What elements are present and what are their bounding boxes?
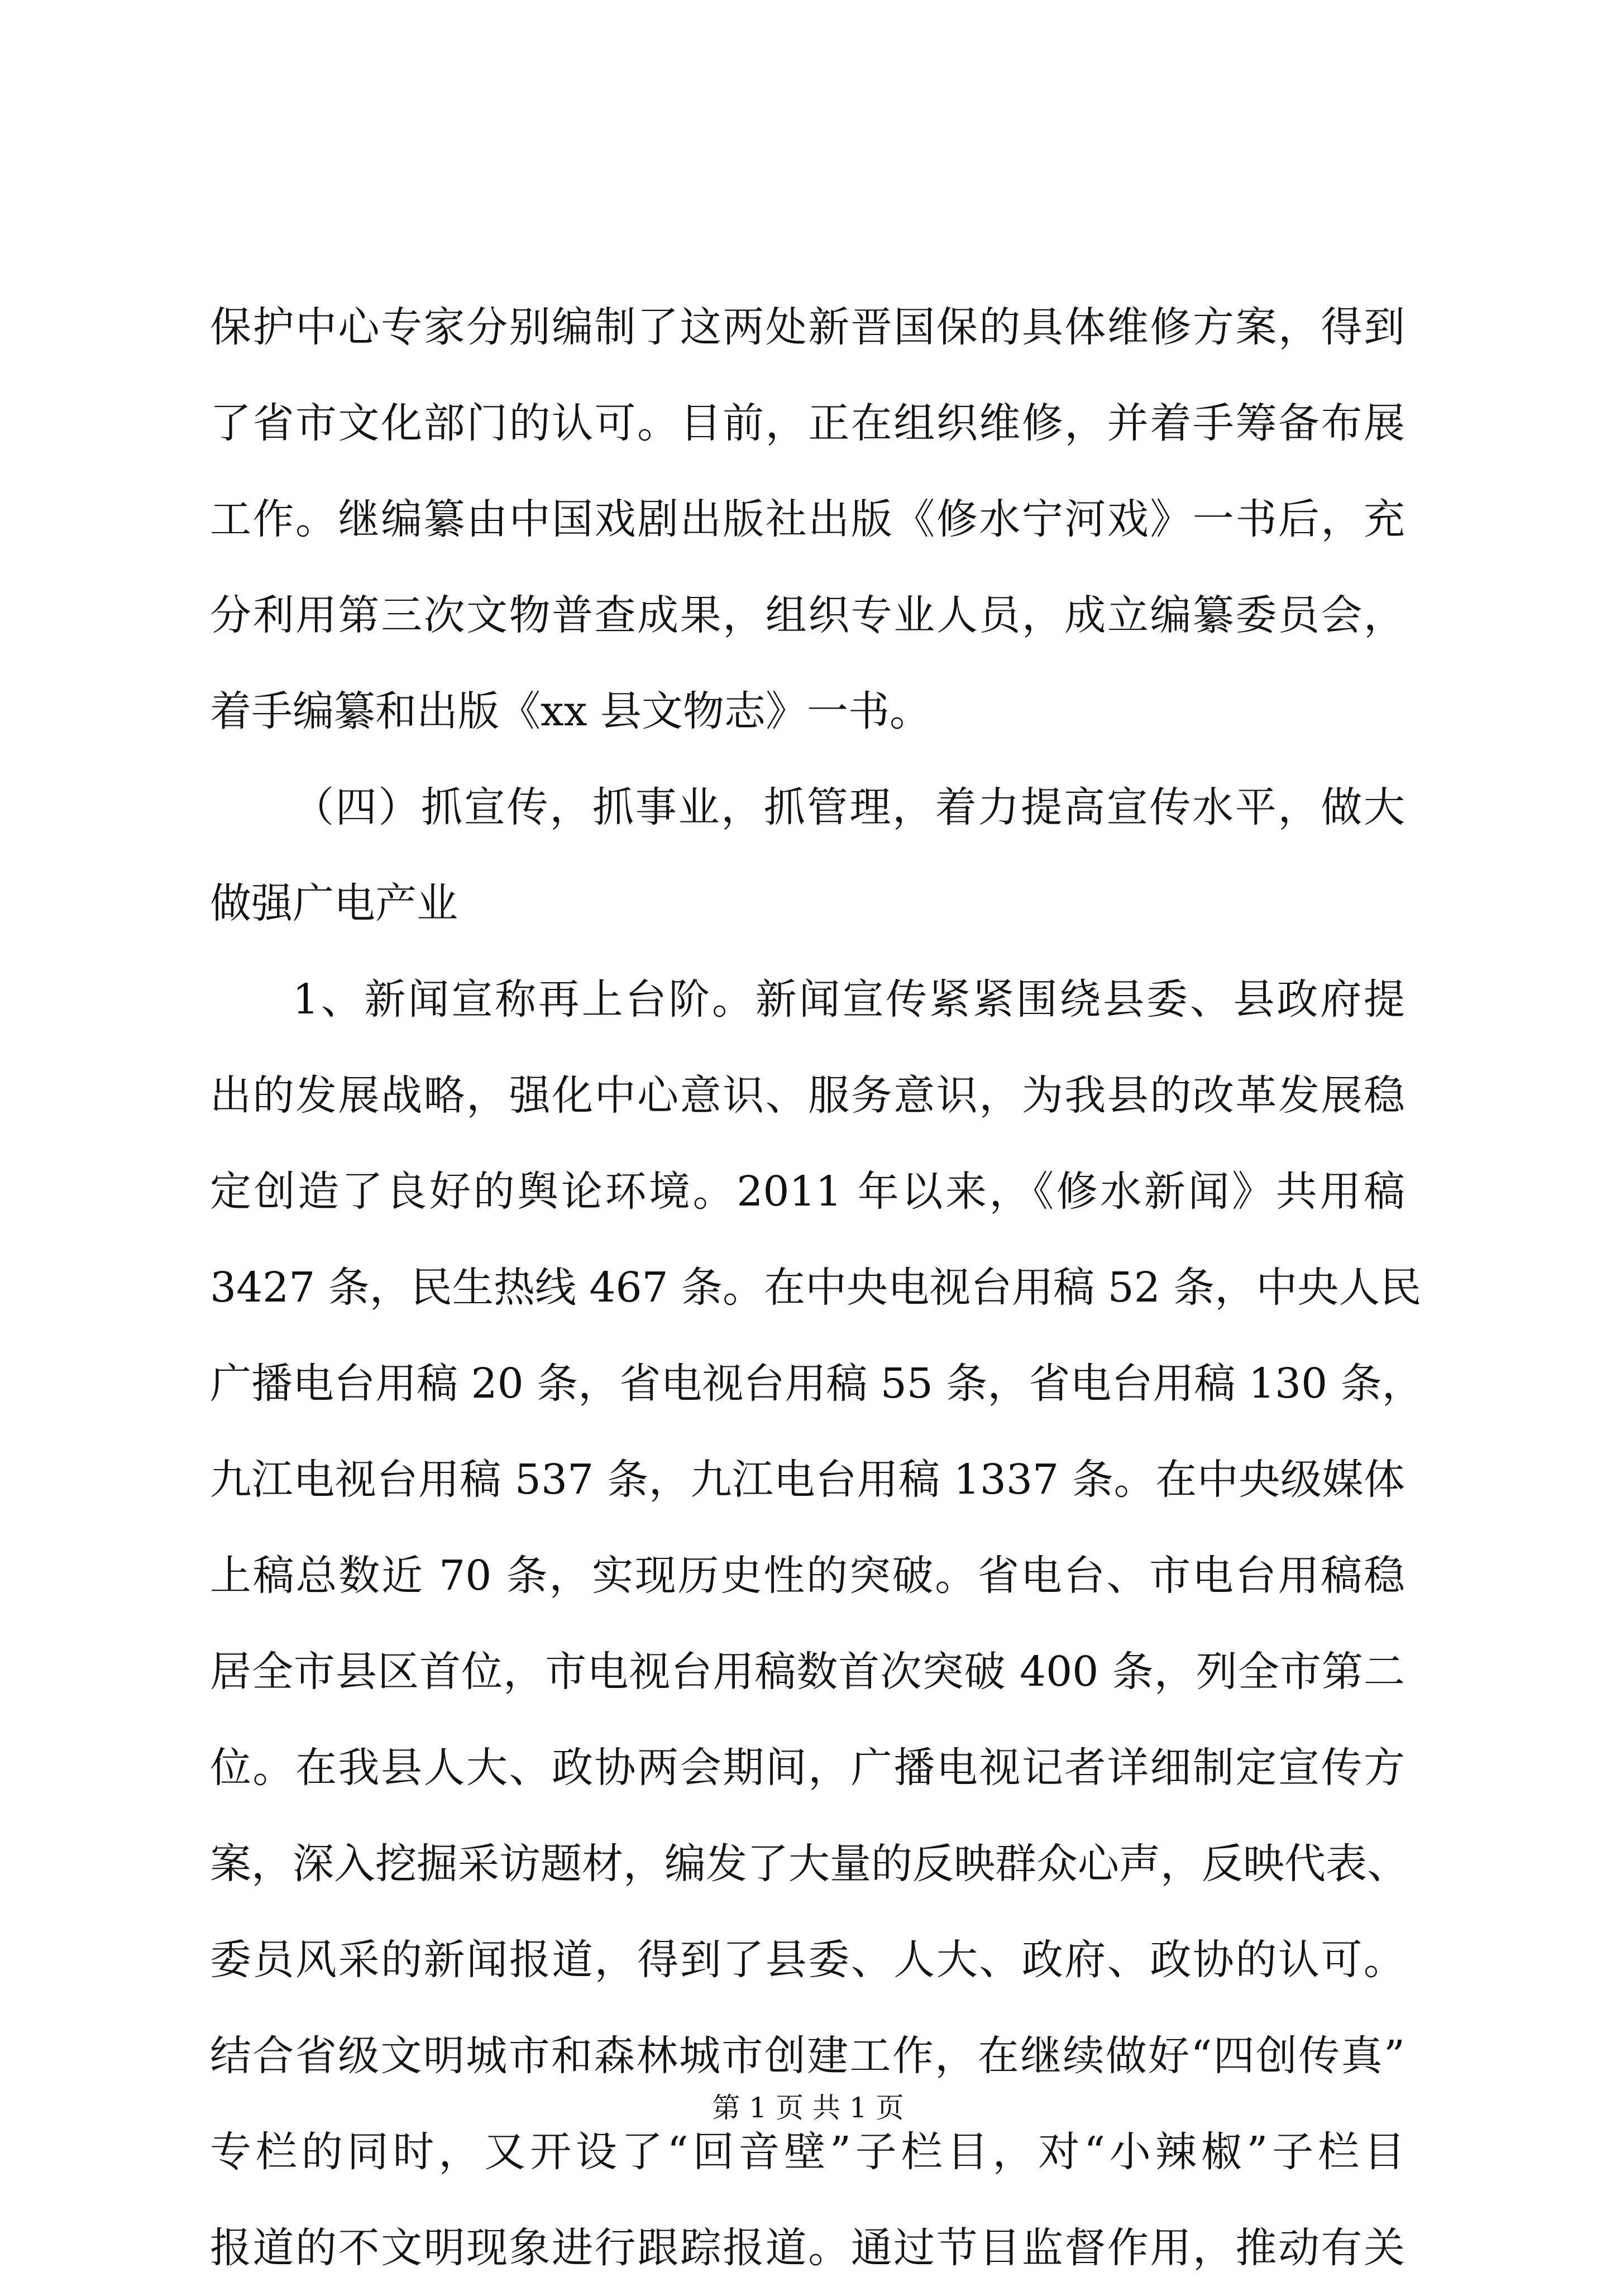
text-line: 着手编纂和出版《xx 县文物志》一书。 bbox=[210, 687, 931, 735]
text-line: 3427 条，民生热线 467 条。在中央电视台用稿 52 条，中央人民 bbox=[210, 1264, 1422, 1312]
text-line: 报道的不文明现象进行跟踪报道。通过节目监督作用，推动有关 bbox=[210, 2224, 1405, 2272]
text-line: 位。在我县人大、政协两会期间，广播电视记者详细制定宣传方 bbox=[210, 1744, 1405, 1792]
text-line: 了省市文化部门的认可。目前，正在组织维修，并着手筹备布展 bbox=[210, 399, 1405, 447]
page-number-footer: 第 1 页 共 1 页 bbox=[712, 2092, 904, 2124]
text-line: 定创造了良好的舆论环境。2011 年以来，《修水新闻》共用稿 bbox=[210, 1168, 1405, 1216]
body-text bbox=[210, 279, 1423, 2296]
text-line: 专栏的同时，又开设了“回音壁”子栏目，对“小辣椒”子栏目 bbox=[210, 2128, 1405, 2176]
text-line: 工作。继编纂由中国戏剧出版社出版《修水宁河戏》一书后，充 bbox=[210, 495, 1405, 543]
text-line: 委员风采的新闻报道，得到了县委、人大、政府、政协的认可。 bbox=[210, 1936, 1405, 1984]
text-line: 案，深入挖掘采访题材，编发了大量的反映群众心声，反映代表、 bbox=[210, 1840, 1408, 1888]
text-line: 出的发展战略，强化中心意识、服务意识，为我县的改革发展稳 bbox=[210, 1072, 1405, 1120]
paragraph-first-line: 1、新闻宣称再上台阶。新闻宣传紧紧围绕县委、县政府提 bbox=[293, 975, 1405, 1023]
text-line: 保护中心专家分别编制了这两处新晋国保的具体维修方案，得到 bbox=[210, 303, 1405, 351]
text-line: 居全市县区首位，市电视台用稿数首次突破 400 条，列全市第二 bbox=[210, 1648, 1405, 1696]
text-line: 结合省级文明城市和森林城市创建工作，在继续做好“四创传真” bbox=[210, 2032, 1405, 2080]
text-line: 广播电台用稿 20 条，省电视台用稿 55 条，省电台用稿 130 条， bbox=[210, 1360, 1423, 1408]
text-line: 分利用第三次文物普查成果，组织专业人员，成立编纂委员会， bbox=[210, 591, 1405, 639]
text-line: 上稿总数近 70 条，实现历史性的突破。省电台、市电台用稿稳 bbox=[210, 1552, 1405, 1600]
section-heading-continuation: 做强广电产业 bbox=[210, 879, 458, 927]
section-heading: （四）抓宣传，抓事业，抓管理，着力提高宣传水平，做大 bbox=[293, 783, 1405, 831]
text-line: 九江电视台用稿 537 条，九江电台用稿 1337 条。在中央级媒体 bbox=[210, 1456, 1405, 1504]
